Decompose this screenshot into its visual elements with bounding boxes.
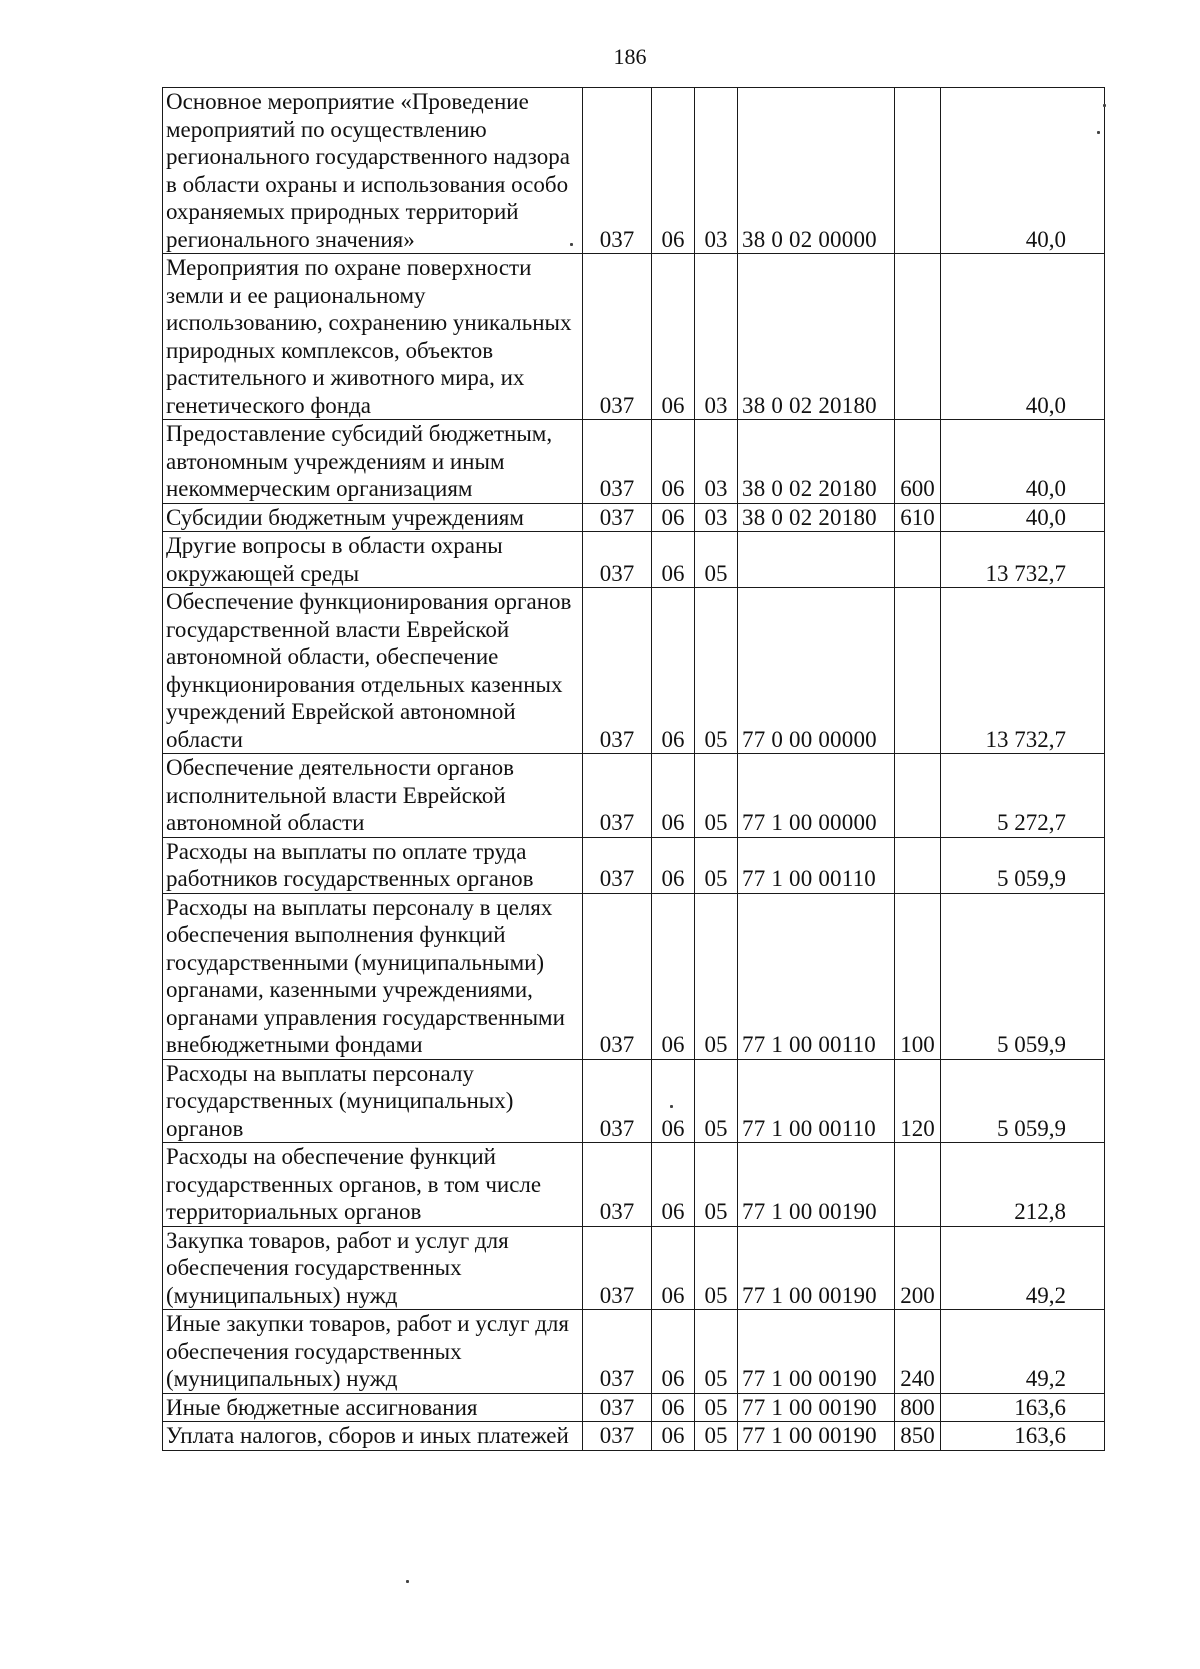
- subsection-code-cell: 03: [695, 420, 738, 504]
- table-row: [163, 420, 1105, 504]
- scan-speck: [1103, 104, 1106, 107]
- section-code-cell: 06: [652, 503, 695, 532]
- table-row: [163, 1059, 1105, 1143]
- ministry-code-cell: 037: [583, 88, 652, 254]
- expense-kind-cell: 120: [895, 1059, 941, 1143]
- target-article-cell: 77 1 00 00110: [738, 893, 895, 1059]
- subsection-code-cell: 05: [695, 532, 738, 588]
- target-article-cell: 38 0 02 00000: [738, 88, 895, 254]
- subsection-code-cell: 05: [695, 1310, 738, 1394]
- target-article-cell: 77 1 00 00190: [738, 1226, 895, 1310]
- section-code-cell: 06: [652, 420, 695, 504]
- expense-kind-cell: [895, 254, 941, 420]
- expense-name-cell: Другие вопросы в области охраны окружающей среды: [163, 532, 583, 588]
- amount-cell: 5 272,7: [941, 754, 1105, 838]
- table-row: [163, 503, 1105, 532]
- expense-name-cell: Мероприятия по охране поверхности земли и ее рациональному использованию, сохранению уникальных природных комплексов, объектов растительного и животного мира, их генетического фонда: [163, 254, 583, 420]
- section-code-cell: 06: [652, 837, 695, 893]
- section-code-cell: 06: [652, 754, 695, 838]
- expense-kind-cell: [895, 88, 941, 254]
- amount-cell: 40,0: [941, 88, 1105, 254]
- expense-kind-cell: [895, 754, 941, 838]
- subsection-code-cell: 05: [695, 1422, 738, 1451]
- target-article-cell: 77 1 00 00110: [738, 1059, 895, 1143]
- amount-cell: 163,6: [941, 1393, 1105, 1422]
- ministry-code-cell: 037: [583, 1422, 652, 1451]
- expense-kind-cell: [895, 532, 941, 588]
- section-code-cell: 06: [652, 1310, 695, 1394]
- subsection-code-cell: 03: [695, 88, 738, 254]
- ministry-code-cell: 037: [583, 1143, 652, 1227]
- subsection-code-cell: 05: [695, 1393, 738, 1422]
- amount-cell: 5 059,9: [941, 893, 1105, 1059]
- target-article-cell: 77 1 00 00190: [738, 1310, 895, 1394]
- expense-name-cell: Субсидии бюджетным учреждениям: [163, 503, 583, 532]
- section-code-cell: 06: [652, 1226, 695, 1310]
- subsection-code-cell: 03: [695, 503, 738, 532]
- target-article-cell: 77 1 00 00190: [738, 1422, 895, 1451]
- target-article-cell: [738, 532, 895, 588]
- amount-cell: 5 059,9: [941, 837, 1105, 893]
- table-body: [163, 88, 1105, 1451]
- amount-cell: 40,0: [941, 420, 1105, 504]
- amount-cell: 49,2: [941, 1226, 1105, 1310]
- expense-kind-cell: [895, 1143, 941, 1227]
- subsection-code-cell: 03: [695, 254, 738, 420]
- section-code-cell: 06: [652, 254, 695, 420]
- table-row: [163, 1422, 1105, 1451]
- expense-name-cell: Расходы на выплаты по оплате труда работников государственных органов: [163, 837, 583, 893]
- section-code-cell: 06: [652, 88, 695, 254]
- amount-cell: 13 732,7: [941, 532, 1105, 588]
- expense-name-cell: Предоставление субсидий бюджетным, автономным учреждениям и иным некоммерческим организациям: [163, 420, 583, 504]
- ministry-code-cell: 037: [583, 532, 652, 588]
- ministry-code-cell: 037: [583, 1310, 652, 1394]
- target-article-cell: 38 0 02 20180: [738, 420, 895, 504]
- ministry-code-cell: 037: [583, 893, 652, 1059]
- ministry-code-cell: 037: [583, 420, 652, 504]
- ministry-code-cell: 037: [583, 254, 652, 420]
- section-code-cell: 06: [652, 1393, 695, 1422]
- table-row: [163, 254, 1105, 420]
- expense-kind-cell: 200: [895, 1226, 941, 1310]
- expense-kind-cell: [895, 588, 941, 754]
- amount-cell: 40,0: [941, 254, 1105, 420]
- expense-kind-cell: [895, 837, 941, 893]
- table-row: [163, 893, 1105, 1059]
- section-code-cell: 06: [652, 1422, 695, 1451]
- expense-name-cell: Основное мероприятие «Проведение мероприятий по осуществлению регионального государственного надзора в области охраны и использования особо охраняемых природных территорий регионального значения»: [163, 88, 583, 254]
- amount-cell: 40,0: [941, 503, 1105, 532]
- subsection-code-cell: 05: [695, 754, 738, 838]
- target-article-cell: 38 0 02 20180: [738, 503, 895, 532]
- subsection-code-cell: 05: [695, 1143, 738, 1227]
- target-article-cell: 77 1 00 00190: [738, 1393, 895, 1422]
- expense-name-cell: Иные закупки товаров, работ и услуг для обеспечения государственных (муниципальных) нужд: [163, 1310, 583, 1394]
- expense-name-cell: Обеспечение функционирования органов государственной власти Еврейской автономной области, обеспечение функционирования отдельных казенных учреждений Еврейской автономной области: [163, 588, 583, 754]
- expense-name-cell: Расходы на обеспечение функций государственных органов, в том числе территориальных органов: [163, 1143, 583, 1227]
- table-row: [163, 88, 1105, 254]
- scan-speck: [670, 1105, 673, 1108]
- amount-cell: 212,8: [941, 1143, 1105, 1227]
- expense-kind-cell: 100: [895, 893, 941, 1059]
- amount-cell: 49,2: [941, 1310, 1105, 1394]
- subsection-code-cell: 05: [695, 1059, 738, 1143]
- table-row: [163, 1393, 1105, 1422]
- subsection-code-cell: 05: [695, 588, 738, 754]
- ministry-code-cell: 037: [583, 503, 652, 532]
- page-number: 186: [613, 44, 647, 69]
- target-article-cell: 38 0 02 20180: [738, 254, 895, 420]
- amount-cell: 163,6: [941, 1422, 1105, 1451]
- expense-name-cell: Уплата налогов, сборов и иных платежей: [163, 1422, 583, 1451]
- section-code-cell: 06: [652, 893, 695, 1059]
- target-article-cell: 77 1 00 00000: [738, 754, 895, 838]
- expense-kind-cell: 600: [895, 420, 941, 504]
- expense-kind-cell: 800: [895, 1393, 941, 1422]
- table-row: [163, 1226, 1105, 1310]
- expense-name-cell: Расходы на выплаты персоналу в целях обеспечения выполнения функций государственными (муниципальными) органами, казенными учреждениями, органами управления государственными внебюджетными фондами: [163, 893, 583, 1059]
- table-row: [163, 1143, 1105, 1227]
- section-code-cell: 06: [652, 1059, 695, 1143]
- ministry-code-cell: 037: [583, 1226, 652, 1310]
- expense-name-cell: Закупка товаров, работ и услуг для обеспечения государственных (муниципальных) нужд: [163, 1226, 583, 1310]
- expense-kind-cell: 850: [895, 1422, 941, 1451]
- ministry-code-cell: 037: [583, 754, 652, 838]
- ministry-code-cell: 037: [583, 1059, 652, 1143]
- ministry-code-cell: 037: [583, 588, 652, 754]
- amount-cell: 5 059,9: [941, 1059, 1105, 1143]
- expense-name-cell: Обеспечение деятельности органов исполнительной власти Еврейской автономной области: [163, 754, 583, 838]
- ministry-code-cell: 037: [583, 1393, 652, 1422]
- expense-name-cell: Иные бюджетные ассигнования: [163, 1393, 583, 1422]
- ministry-code-cell: 037: [583, 837, 652, 893]
- scan-speck: [570, 243, 573, 246]
- expense-name-cell: Расходы на выплаты персоналу государственных (муниципальных) органов: [163, 1059, 583, 1143]
- table-row: [163, 837, 1105, 893]
- target-article-cell: 77 1 00 00190: [738, 1143, 895, 1227]
- table-row: [163, 754, 1105, 838]
- target-article-cell: 77 0 00 00000: [738, 588, 895, 754]
- subsection-code-cell: 05: [695, 893, 738, 1059]
- section-code-cell: 06: [652, 532, 695, 588]
- subsection-code-cell: 05: [695, 837, 738, 893]
- scan-speck: [1097, 131, 1100, 134]
- section-code-cell: 06: [652, 1143, 695, 1227]
- budget-table: [162, 87, 1105, 1451]
- scan-speck: [406, 1580, 409, 1583]
- table-row: [163, 1310, 1105, 1394]
- amount-cell: 13 732,7: [941, 588, 1105, 754]
- expense-kind-cell: 240: [895, 1310, 941, 1394]
- table-row: [163, 588, 1105, 754]
- subsection-code-cell: 05: [695, 1226, 738, 1310]
- section-code-cell: 06: [652, 588, 695, 754]
- table-row: [163, 532, 1105, 588]
- target-article-cell: 77 1 00 00110: [738, 837, 895, 893]
- expense-kind-cell: 610: [895, 503, 941, 532]
